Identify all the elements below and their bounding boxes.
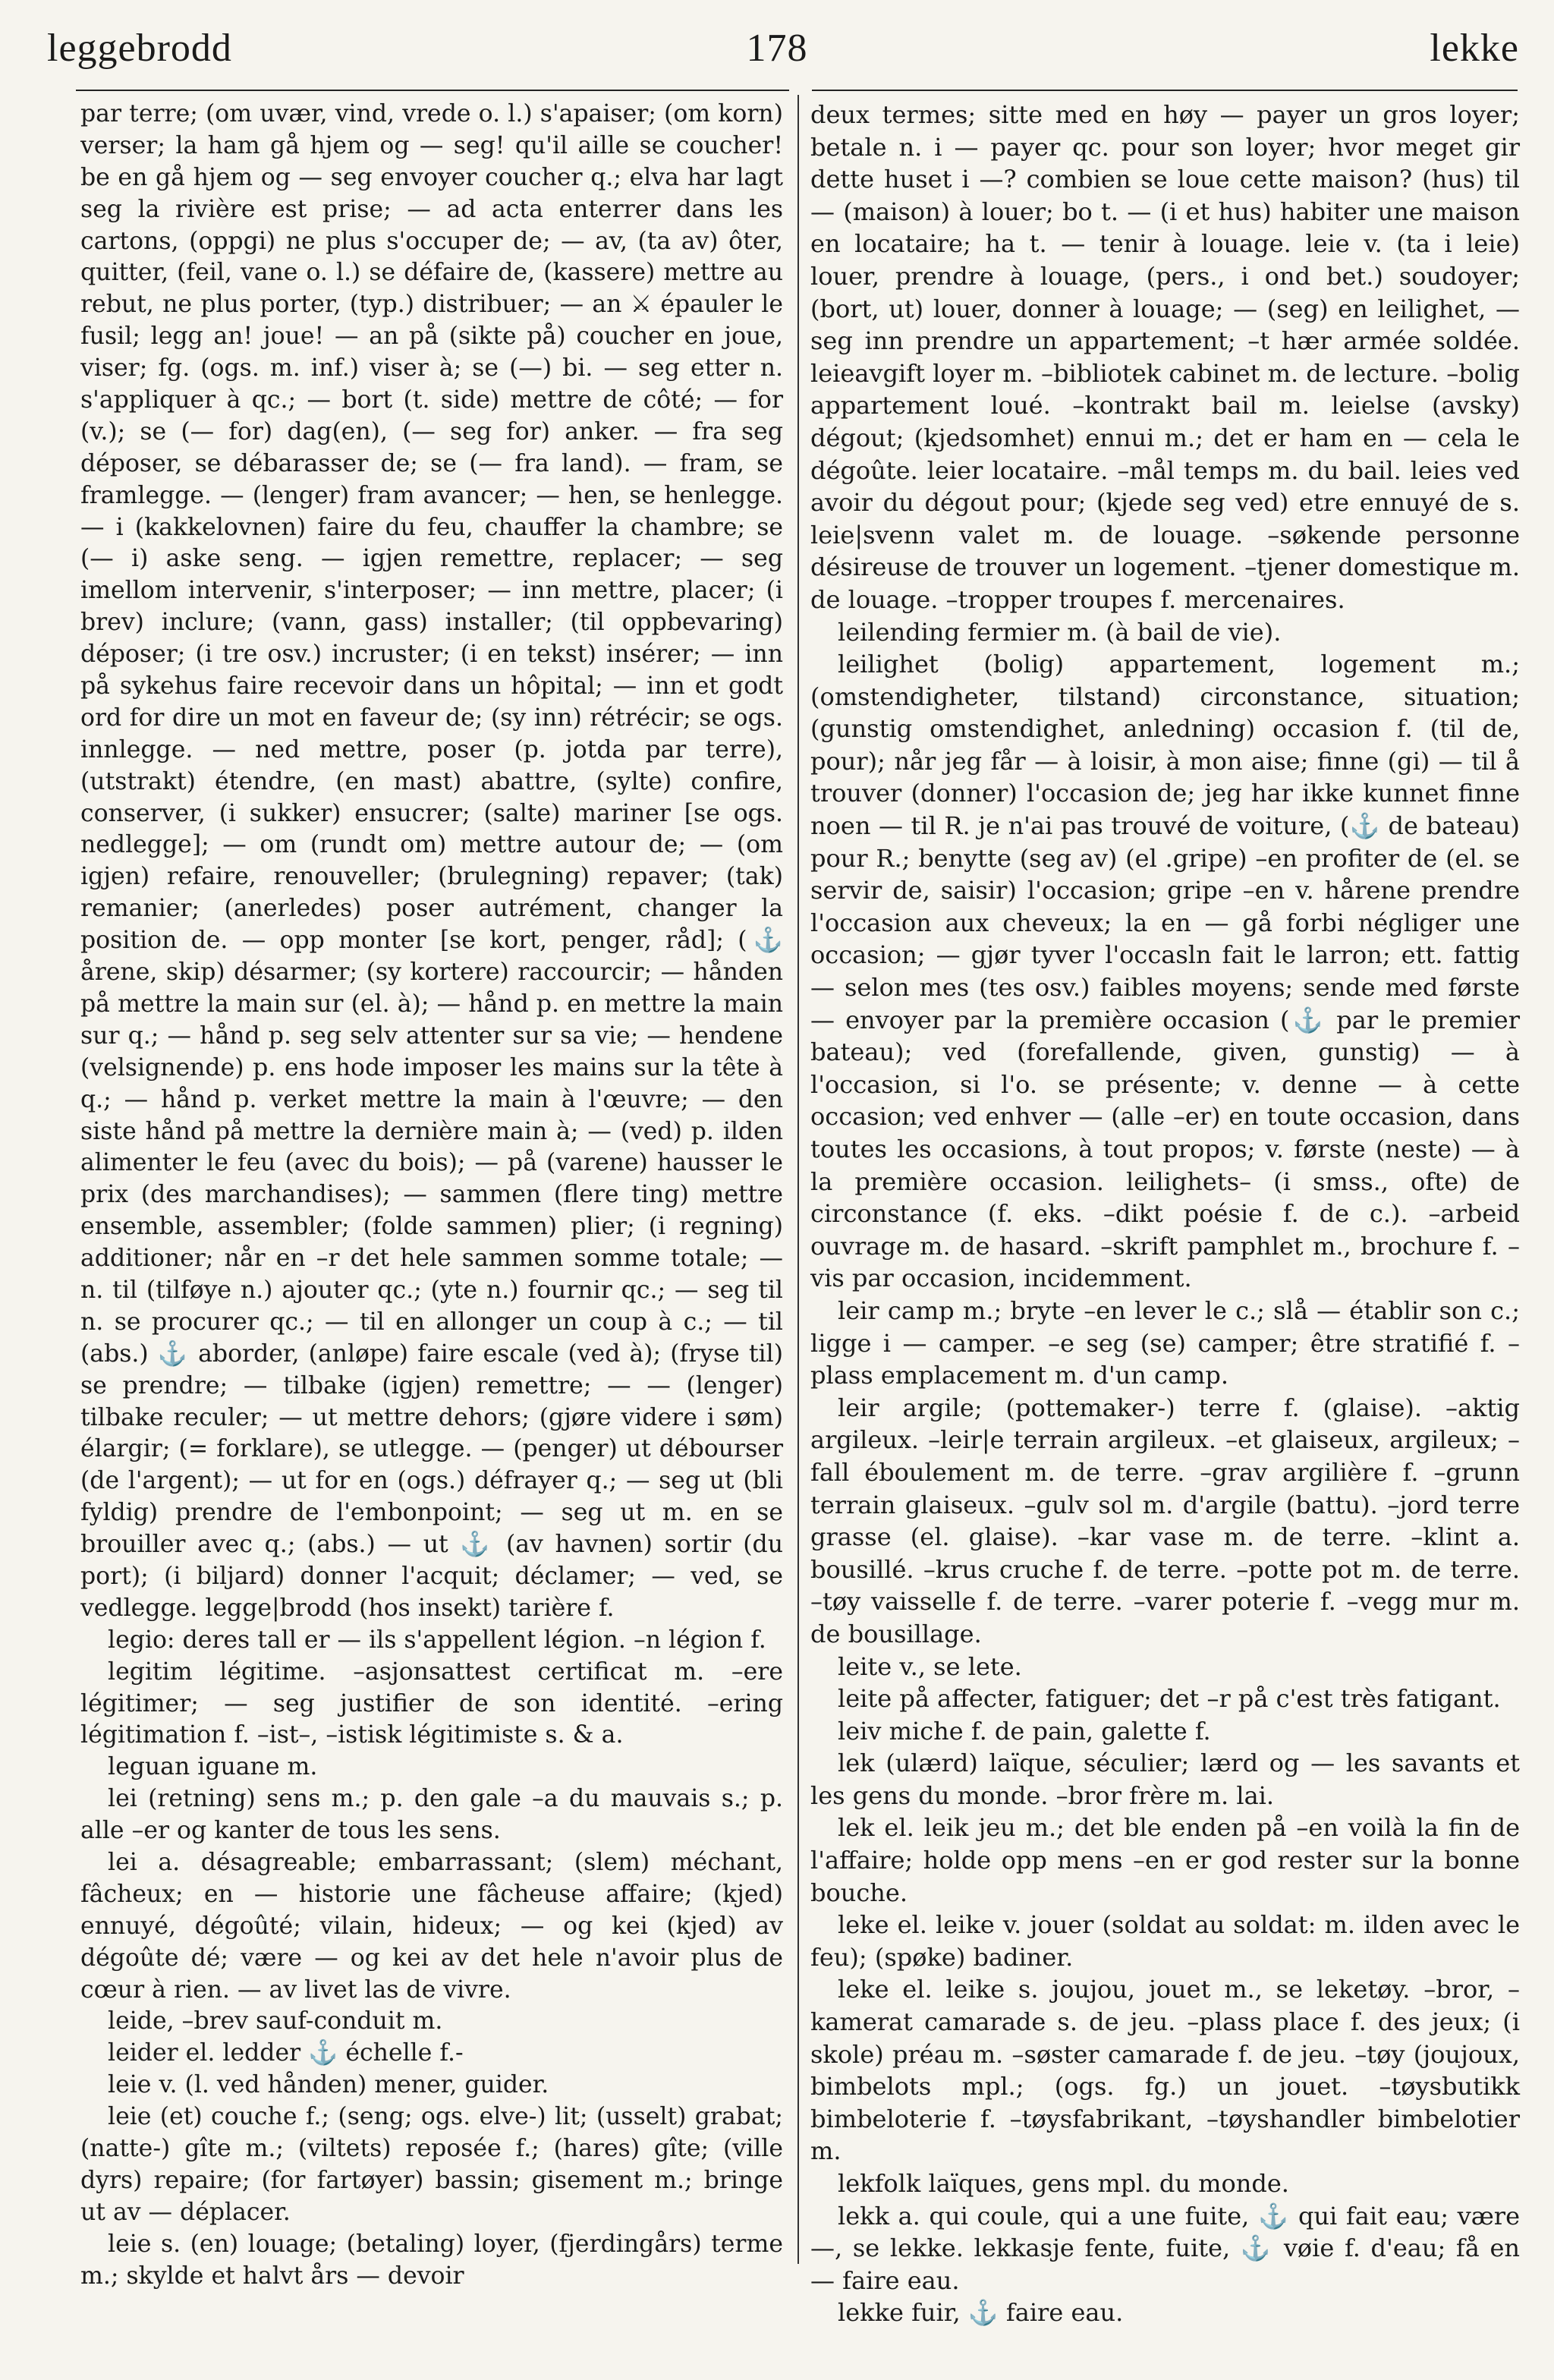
dictionary-entry: lekke fuir, ⚓ faire eau. xyxy=(838,2298,1124,2328)
dictionary-entry: leite v., se lete. xyxy=(838,1651,1022,1681)
dictionary-entry: leide, –brev sauf-conduit m. xyxy=(108,2007,443,2035)
dictionary-entry: leie (et) couche f.; (seng; ogs. elve-) lit; (usselt) grabat; (natte-) gîte m.; (viltets) reposée f.; (hares) gîte; (ville dyrs) repaire; (for fartøyer) bassin; gisement m.; bringe ut av — déplacer. xyxy=(80,2103,783,2226)
header-rule-right xyxy=(812,90,1518,91)
running-head-right: lekke xyxy=(1430,27,1519,70)
dictionary-entry: leiv miche f. de pain, galette f. xyxy=(838,1716,1211,1746)
dictionary-entry: leir camp m.; bryte –en lever le c.; slå — établir son c.; ligge i — camper. –e seg (se) camper; être stratifié f. –plass emplacement m. d'un camp. xyxy=(810,1295,1520,1390)
dictionary-entry: leite på affecter, fatiguer; det –r på c'est très fatigant. xyxy=(838,1684,1501,1714)
dictionary-entry: leie s. (en) louage; (betaling) loyer, (fjerdingårs) terme m.; skylde et halvt års — devoir xyxy=(80,2230,783,2290)
dictionary-entry: leider el. ledder ⚓ échelle f.- xyxy=(108,2039,464,2067)
dictionary-entry: leguan iguane m. xyxy=(108,1753,318,1781)
left-column xyxy=(80,99,783,2292)
dictionary-entry: leir argile; (pottemaker-) terre f. (glaise). –aktig argileux. –leir|e terrain argileux. –et glaiseux, argileux; –fall éboulement m. de terre. –grav argilière f. –grunn terrain glaiseux. –gulv sol m. d'argile (battu). –jord terre grasse (el. glaise). –kar vase m. de terre. –klint a. bousillé. –krus cruche f. de terre. –potte pot m. de terre. –tøy vaisselle f. de terre. –varer poterie f. –vegg mur m. de bousillage. xyxy=(810,1393,1520,1648)
dictionary-entry: par terre; (om uvær, vind, vrede o. l.) s'apaiser; (om korn) verser; la ham gå hjem og — seg! qu'il aille se coucher! be en gå hjem og — seg envoyer coucher q.; elva har lagt seg la rivière est prise; — ad acta enterrer dans les cartons, (oppgi) ne plus s'occuper de; — av, (ta av) ôter, quitter, (feil, vane o. l.) se défaire de, (kassere) mettre au rebut, ne plus porter, (typ.) distribuer; — an ⚔ épauler le fusil; legg an! joue! — an på (sikte på) coucher en joue, viser; fg. (ogs. m. inf.) viser à; se (—) bi. — seg etter n. s'appliquer à qc.; — bort (t. side) mettre de côté; — for (v.); se (— for) dag(en), (— seg for) anker. — fra seg déposer, se débarasser de; se (— fra land). — fram, se framlegge. — (lenger) fram avancer; — hen, se henlegge. — i (kakkelovnen) faire du feu, chauffer la chambre; se (— i) aske seng. — igjen remettre, replacer; — seg imellom intervenir, s'interposer; — inn mettre, placer; (i brev) inclure; (vann, gass) installer; (til oppbevaring) déposer; (i tre osv.) incruster; (i en tekst) insérer; — inn på sykehus faire recevoir dans un hôpital; — inn et godt ord for dire un mot en faveur de; (sy inn) rétrécir; se ogs. innlegge. — ned mettre, poser (p. jotda par terre), (utstrakt) étendre, (en mast) abattre, (sylte) confire, conserver, (i sukker) ensucrer; (salte) mariner [se ogs. nedlegge]; — om (rundt om) mettre autour de; — (om igjen) refaire, renouveller; (brulegning) repaver; (tak) remanier; (anerledes) poser autrément, changer la position de. — opp monter [se kort, penger, råd]; (⚓ årene, skip) désarmer; (sy kortere) raccourcir; — hånden på mettre la main sur (el. à); — hånd p. en mettre la main sur q.; — hånd p. seg selv attenter sur sa vie; — hendene (velsignende) p. ens hode imposer les mains sur la tête à q.; — hånd p. verket mettre la main à l'œuvre; — den siste hånd på mettre la dernière main à; — (ved) p. ilden alimenter le feu (avec du bois); — på (varene) hausser le prix (des marchandises); — sammen (flere ting) mettre ensemble, assembler; (folde sammen) plier; (i regning) additioner; når en –r det hele sammen somme totale; — n. til (tilføye n.) ajouter qc.; (yte n.) fournir qc.; — seg til n. se procurer qc.; — til en allonger un coup à c.; — til (abs.) ⚓ aborder, (anløpe) faire escale (ved à); (fryse til) se prendre; — tilbake (igjen) remettre; — — (lenger) tilbake reculer; — ut mettre dehors; (gjøre videre i søm) élargir; (= forklare), se utlegge. — (penger) ut débourser (de l'argent); — ut for en (ogs.) défrayer q.; — seg ut (bli fyldig) prendre de l'embonpoint; — seg ut m. en se brouiller avec q.; (abs.) — ut ⚓ (av havnen) sortir (du port); (i biljard) donner l'acquit; déclamer; — ved, se vedlegge. legge|brodd (hos insekt) tarière f. xyxy=(80,100,783,1622)
dictionary-entry: lei a. désagreable; embarrassant; (slem) méchant, fâcheux; en — historie une fâcheuse affaire; (kjed) ennuyé, dégoûté; vilain, hideux; — og kei (kjed) av dégoûte dé; være — og kei av det hele n'avoir plus de cœur à rien. — av livet las de vivre. xyxy=(80,1848,783,2004)
column-divider xyxy=(797,95,799,2264)
page-header xyxy=(0,0,1554,99)
right-column xyxy=(810,99,1520,2329)
dictionary-entry: leke el. leike s. joujou, jouet m., se leketøy. –bror, –kamerat camarade s. de jeu. –plass place f. des jeux; (i skole) préau m. –søster camarade f. de jeu. –tøy (joujoux, bimbelots mpl.; (ogs. fg.) un jouet. –tøysbutikk bimbeloterie f. –tøysfabrikant, –tøyshandler bimbelotier m. xyxy=(810,1975,1520,2166)
dictionary-entry: leilighet (bolig) appartement, logement m.; (omstendigheter, tilstand) circonstance, situation; (gunstig omstendighet, anledning) occasion f. (til de, pour); når jeg får — à loisir, à mon aise; finne (gi) — til å trouver (donner) l'occasion de; jeg har ikke kunnet finne noen — til R. je n'ai pas trouvé de voiture, (⚓ de bateau) pour R.; benytte (seg av) (el .gripe) –en profiter de (el. se servir de, saisir) l'occasion; gripe –en v. hårene prendre l'occasion aux cheveux; la en — gå forbi négliger une occasion; — gjør tyver l'occasln fait le larron; ett. fattig — selon mes (tes osv.) faibles moyens; sende med første — envoyer par la première occasion (⚓ par le premier bateau); ved (forefallende, given, gunstig) — à l'occasion, si l'o. se présente; v. denne — à cette occasion; ved enhver — (alle –er) en toute occasion, dans toutes les occasions, à tout propos; v. første (neste) — à la première occasion. leilighets– (i smss., ofte) de circonstance (f. eks. –dikt poésie f. de c.). –arbeid ouvrage m. de hasard. –skrift pamphlet m., brochure f. –vis par occasion, incidemment. xyxy=(810,650,1520,1293)
dictionary-entry: leke el. leike v. jouer (soldat au soldat: m. ilden avec le feu); (spøke) badiner. xyxy=(810,1910,1520,1972)
dictionary-entry: leilending fermier m. (à bail de vie). xyxy=(838,617,1282,647)
dictionary-entry: leie v. (l. ved hånden) mener, guider. xyxy=(108,2071,549,2099)
dictionary-entry: lei (retning) sens m.; p. den gale –a du mauvais s.; p. alle –er og kanter de tous les sens. xyxy=(80,1785,783,1845)
dictionary-entry: legitim légitime. –asjonsattest certificat m. –ere légitimer; — seg justifier de son identité. –ering légitimation f. –ist–, –istisk légitimiste s. & a. xyxy=(80,1658,783,1749)
dictionary-entry: lek (ulærd) laïque, séculier; lærd og — les savants et les gens du monde. –bror frère m. lai. xyxy=(810,1749,1520,1810)
dictionary-entry: lek el. leik jeu m.; det ble enden på –en voilà la fin de l'affaire; holde opp mens –en er god rester sur la bonne bouche. xyxy=(810,1813,1520,1907)
header-rule-left xyxy=(76,90,789,91)
running-head-left: leggebrodd xyxy=(47,27,232,70)
dictionary-entry: lekk a. qui coule, qui a une fuite, ⚓ qui fait eau; være —, se lekke. lekkasje fente, fuite, ⚓ vøie f. d'eau; få en — faire eau. xyxy=(810,2201,1520,2295)
dictionary-entry: legio: deres tall er — ils s'appellent légion. –n légion f. xyxy=(108,1626,766,1654)
dictionary-entry: lekfolk laïques, gens mpl. du monde. xyxy=(838,2169,1289,2198)
dictionary-entry: deux termes; sitte med en høy — payer un gros loyer; betale n. i — payer qc. pour son loyer; hvor meget gir dette huset i —? combien se loue cette maison? (hus) til — (maison) à louer; bo t. — (i et hus) habiter une maison en locataire; ha t. — tenir à louage. leie v. (ta i leie) louer, prendre à louage, (pers., i ond bet.) soudoyer; (bort, ut) louer, donner à louage; — (seg) en leilighet, — seg inn prendre un appartement; –t hær armée soldée. leieavgift loyer m. –bibliotek cabinet m. de lecture. –bolig appartement loué. –kontrakt bail m. leielse (avsky) dégout; (kjedsomhet) ennui m.; det er ham en — cela le dégoûte. leier locataire. –mål temps m. du bail. leies ved avoir du dégout pour; (kjede seg ved) etre ennuyé de s. leie|svenn valet m. de louage. –søkende personne désireuse de trouver un logement. –tjener domestique m. de louage. –tropper troupes f. mercenaires. xyxy=(810,100,1520,614)
page-number: 178 xyxy=(746,27,808,70)
